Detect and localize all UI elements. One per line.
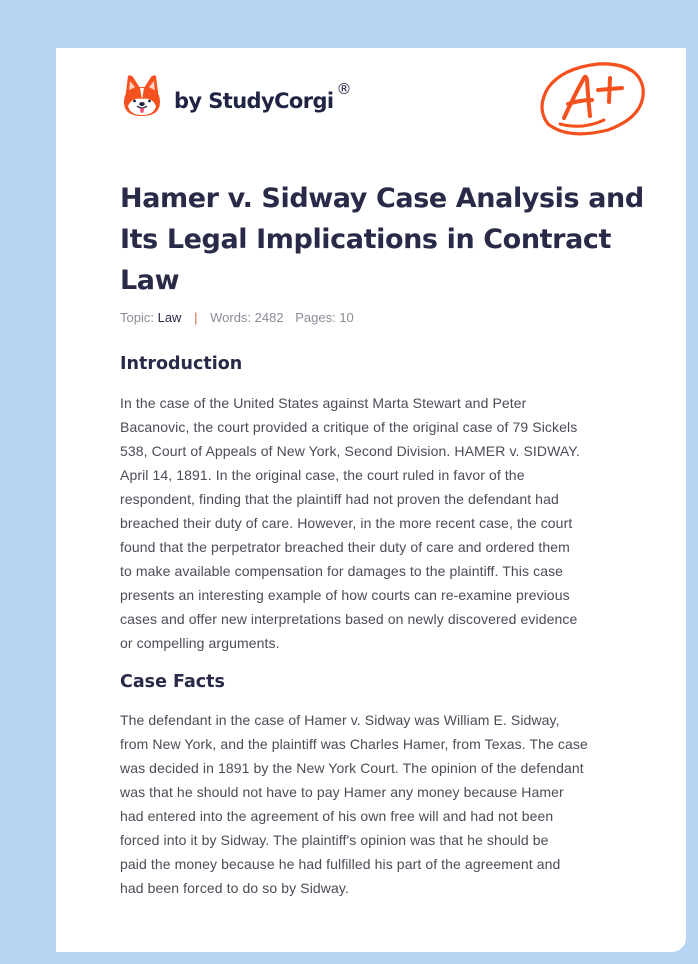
text-line: paid the money because he had fulfilled his part of the agreement and <box>120 856 561 872</box>
registered-mark: ® <box>336 80 352 98</box>
corgi-icon <box>122 74 162 118</box>
text-line: 538, Court of Appeals of New York, Second Division. HAMER v. SIDWAY. <box>120 443 580 459</box>
text-line: In the case of the United States against Marta Stewart and Peter <box>120 395 527 411</box>
title-line: Hamer v. Sidway Case Analysis and <box>120 183 644 214</box>
text-line: was decided in 1891 by the New York Court. The opinion of the defendant <box>120 760 584 776</box>
a-plus-icon <box>538 127 648 144</box>
text-line: Bacanovic, the court provided a critique of the original case of 79 Sickels <box>120 419 578 435</box>
topic-label: Topic: <box>120 310 154 325</box>
words-value: 2482 <box>254 310 284 325</box>
text-line: April 14, 1891. In the original case, the court ruled in favor of the <box>120 467 525 483</box>
topic-link[interactable]: Law <box>157 310 182 325</box>
text-line: forced into it by Sidway. The plaintiff's opinion was that he should be <box>120 832 549 848</box>
studycorgi-logo[interactable] <box>122 74 352 118</box>
text-line: respondent, finding that the plaintiff had not proven the defendant had <box>120 491 559 507</box>
section-heading-introduction: Introduction <box>120 354 243 374</box>
text-line: was that he should not have to pay Hamer any money because Hamer <box>120 784 564 800</box>
text-line: cases and offer new interpretations based on newly discovered evidence <box>120 611 578 627</box>
section-body-case-facts <box>120 708 632 900</box>
words-label: Words: <box>210 310 252 325</box>
meta-separator: | <box>194 310 198 325</box>
section-body-introduction <box>120 391 632 655</box>
document-meta <box>120 310 354 325</box>
document-card <box>56 48 686 952</box>
text-line: to make available compensation for damages to the plaintiff. This case <box>120 563 564 579</box>
section-heading-case-facts: Case Facts <box>120 672 225 692</box>
text-line: presents an interesting example of how courts can re-examine previous <box>120 587 570 603</box>
text-line: found that the perpetrator breached their duty of care and ordered them <box>120 539 570 555</box>
pages-label: Pages: <box>295 310 336 325</box>
header <box>120 48 632 168</box>
text-line: breached their duty of care. However, in the more recent case, the court <box>120 515 573 531</box>
text-line: from New York, and the plaintiff was Charles Hamer, from Texas. The case <box>120 736 588 752</box>
text-line: The defendant in the case of Hamer v. Sidway was William E. Sidway, <box>120 712 560 728</box>
title-line: Its Legal Implications in Contract <box>120 224 612 255</box>
text-line: or compelling arguments. <box>120 635 280 651</box>
text-line: had entered into the agreement of his own free will and had not been <box>120 808 554 824</box>
title-line: Law <box>120 265 180 296</box>
document-content <box>120 48 644 896</box>
page-title <box>120 178 644 301</box>
logo-text: by StudyCorgi <box>174 89 334 113</box>
pages-value: 10 <box>339 310 354 325</box>
grade-badge <box>538 58 648 145</box>
text-line: had been forced to do so by Sidway. <box>120 880 349 896</box>
